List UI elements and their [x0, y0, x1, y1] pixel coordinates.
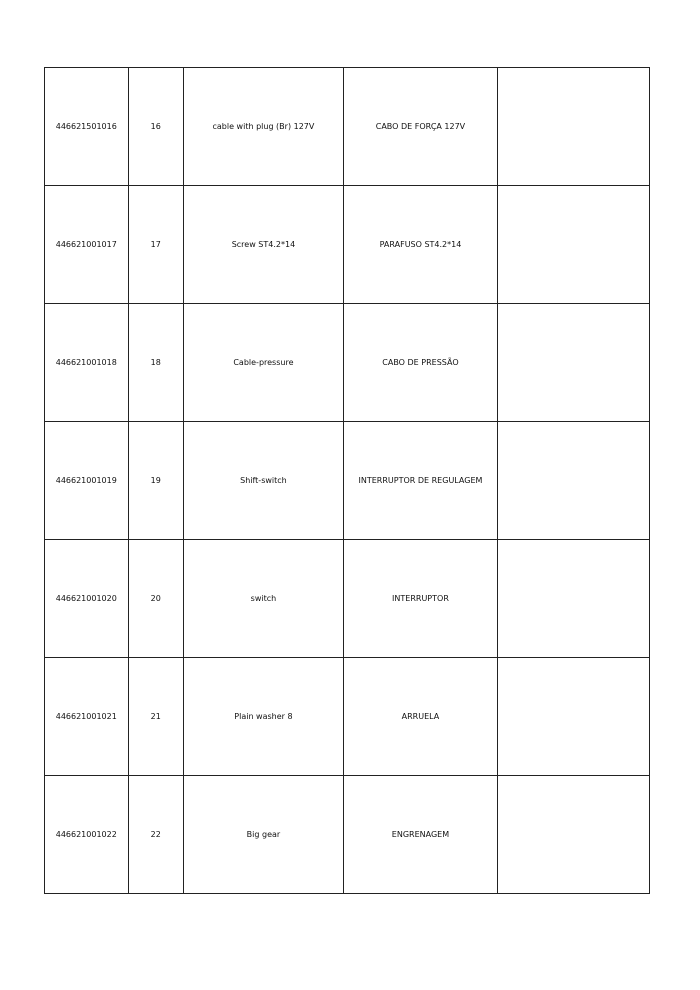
description-en-cell: Big gear — [183, 776, 343, 894]
notes-cell — [497, 540, 649, 658]
item-number-cell: 22 — [128, 776, 183, 894]
description-en-cell: Screw ST4.2*14 — [183, 186, 343, 304]
item-number-cell: 20 — [128, 540, 183, 658]
description-pt-cell: CABO DE FORÇA 127V — [343, 68, 497, 186]
item-number-cell: 21 — [128, 658, 183, 776]
description-pt-cell: ENGRENAGEM — [343, 776, 497, 894]
table-row — [45, 540, 650, 658]
table-row — [45, 68, 650, 186]
table-row — [45, 304, 650, 422]
description-en-cell: Cable-pressure — [183, 304, 343, 422]
description-en-cell: switch — [183, 540, 343, 658]
description-pt-cell: ARRUELA — [343, 658, 497, 776]
item-number-cell: 16 — [128, 68, 183, 186]
item-number-cell: 17 — [128, 186, 183, 304]
notes-cell — [497, 304, 649, 422]
part-code-cell: 446621501016 — [45, 68, 129, 186]
part-code-cell: 446621001021 — [45, 658, 129, 776]
part-code-cell: 446621001022 — [45, 776, 129, 894]
description-pt-cell: INTERRUPTOR DE REGULAGEM — [343, 422, 497, 540]
notes-cell — [497, 186, 649, 304]
item-number-cell: 19 — [128, 422, 183, 540]
description-en-cell: Shift-switch — [183, 422, 343, 540]
part-code-cell: 446621001018 — [45, 304, 129, 422]
description-en-cell: cable with plug (Br) 127V — [183, 68, 343, 186]
notes-cell — [497, 422, 649, 540]
notes-cell — [497, 776, 649, 894]
item-number-cell: 18 — [128, 304, 183, 422]
part-code-cell: 446621001019 — [45, 422, 129, 540]
part-code-cell: 446621001017 — [45, 186, 129, 304]
table-row — [45, 422, 650, 540]
notes-cell — [497, 68, 649, 186]
table-row — [45, 658, 650, 776]
parts-table — [44, 67, 650, 894]
description-pt-cell: INTERRUPTOR — [343, 540, 497, 658]
table-row — [45, 776, 650, 894]
table-row — [45, 186, 650, 304]
description-pt-cell: CABO DE PRESSÃO — [343, 304, 497, 422]
notes-cell — [497, 658, 649, 776]
description-en-cell: Plain washer 8 — [183, 658, 343, 776]
description-pt-cell: PARAFUSO ST4.2*14 — [343, 186, 497, 304]
part-code-cell: 446621001020 — [45, 540, 129, 658]
